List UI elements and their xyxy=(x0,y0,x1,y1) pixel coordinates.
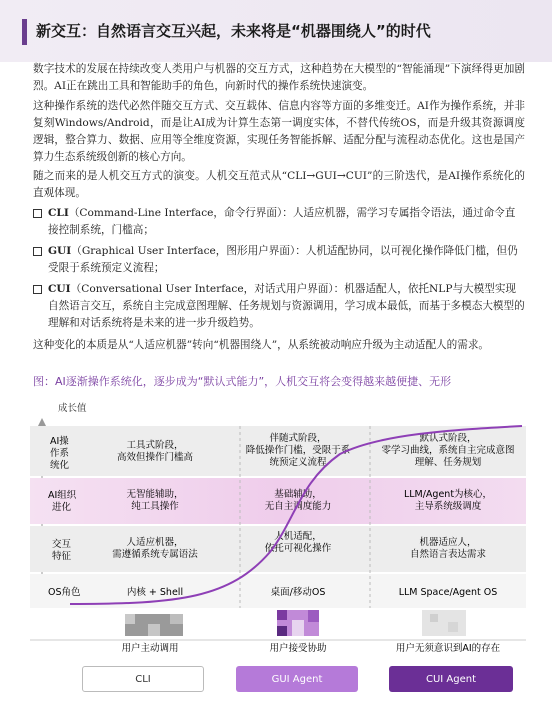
bullet-term: GUI xyxy=(48,245,72,257)
row-label-line: 作系 xyxy=(50,448,70,459)
bullet-term: CUI xyxy=(48,283,71,295)
row-label-line: 统化 xyxy=(50,460,70,471)
cell-text: 人适应机器， xyxy=(126,537,184,548)
cell-text: 内核 + Shell xyxy=(126,587,184,598)
header-accent-bar xyxy=(22,19,27,45)
bullet-cui xyxy=(33,281,525,332)
cell-text: 人机适配， xyxy=(274,531,322,542)
row-label-line: AI操 xyxy=(50,436,69,447)
y-axis-arrow-icon xyxy=(38,418,46,426)
cell-text: 需遵循系统专属语法 xyxy=(112,549,198,560)
page-title: 新交互：自然语言交互兴起，未来将是“机器围绕人”的时代 xyxy=(36,22,431,40)
caption-cui: 用户无须意识到AI的存在 xyxy=(395,643,501,654)
checkbox-square-icon xyxy=(33,285,42,294)
figure-title: 图：AI逐渐操作系统化，逐步成为“默认式能力”，人机交互将会变得越来越便捷、无形 xyxy=(33,375,452,388)
cell-text: LLM/Agent为核心， xyxy=(403,489,493,500)
paragraph-3: 随之而来的是人机交互方式的演变。人机交互范式从“CLI→GUI→CUI”的三阶迭代，是AI操作系统化的直观体现。 xyxy=(33,170,525,199)
bullet-text: （Command-Line Interface，命令行界面）：人适应机器，需学习专属指令语法，通过命令直接控制系统，门槛高； xyxy=(48,207,516,236)
row-label-line: OS角色 xyxy=(48,587,81,598)
caption-gui: 用户接受协助 xyxy=(269,643,327,654)
cell-text: 纯工具操作 xyxy=(131,501,179,512)
cui-pixel-icon xyxy=(422,610,466,636)
cell-text: 依托可视化操作 xyxy=(264,543,332,554)
bullet-text: （Conversational User Interface，对话式用户界面）：机器适配人，依托NLP与大模型实现自然语言交互，系统自主完成意图理解、任务规划与资源调用，学习成本最低，而基于多模态大模型的理解和对话系统将是未来的进一步升级趋势。 xyxy=(48,283,525,329)
cell-text: 机器适应人， xyxy=(419,537,477,548)
row-label-line: 进化 xyxy=(52,502,72,513)
cell-text: 伴随式阶段， xyxy=(269,433,327,444)
bullet-term: CLI xyxy=(48,207,69,219)
bullet-cli xyxy=(33,205,525,239)
bullet-gui xyxy=(33,243,525,277)
cell-text: LLM Space/Agent OS xyxy=(398,587,498,598)
gui-agent-label-box: GUI Agent xyxy=(236,666,358,692)
cell-text: 桌面/移动OS xyxy=(270,587,326,598)
row-label-line: 交互 xyxy=(52,539,72,550)
cui-agent-label-box: CUI Agent xyxy=(389,666,513,692)
cell-text: 无智能辅助， xyxy=(126,489,184,500)
cell-text: 理解、任务规划 xyxy=(414,457,482,468)
cli-label-box: CLI xyxy=(82,666,204,692)
cell-text: 降低操作门槛，受限于系 xyxy=(245,445,351,456)
cell-text: 自然语言表达需求 xyxy=(409,549,487,560)
figure-diagram xyxy=(30,392,526,700)
cell-text: 主导系统级调度 xyxy=(414,501,482,512)
cell-text: 工具式阶段， xyxy=(126,440,184,451)
cell-text: 默认式阶段， xyxy=(419,433,477,444)
row-label-line: 特征 xyxy=(52,551,72,562)
paragraph-2: 这种操作系统的迭代必然伴随交互方式、交互载体、信息内容等方面的多维变迁。AI作为操作系统，并非复刻Windows/Android，而是让AI成为计算生态第一调度实体，不替代传统OS，而是升级其资源调度逻辑，整合算力、数据、应用等全维度资源，实现任务智能拆解、适配分配与流程动态优化。这也是国产算力生态系统级创新的核心方向。 xyxy=(33,100,525,163)
cell-text: 统预定义流程 xyxy=(269,457,327,468)
header-banner xyxy=(0,0,552,62)
row-label-line: AI组织 xyxy=(48,490,77,501)
gui-pixel-icon xyxy=(277,610,319,636)
cell-text: 高效但操作门槛高 xyxy=(116,452,194,463)
diagram-svg xyxy=(30,392,526,700)
paragraph-1: 数字技术的发展在持续改变人类用户与机器的交互方式，这种趋势在大模型的“智能涌现”下演绎得更加剧烈。AI正在跳出工具和智能助手的角色，向新时代的操作系统快速演变。 xyxy=(33,63,525,92)
y-axis-label: 成长值 xyxy=(58,403,87,414)
checkbox-square-icon xyxy=(33,247,42,256)
caption-cli: 用户主动调用 xyxy=(121,643,179,654)
cell-text: 无自主调度能力 xyxy=(264,501,332,512)
cell-text: 基础辅助， xyxy=(274,489,322,500)
cli-pixel-icon xyxy=(125,614,183,636)
bullet-text: （Graphical User Interface，图形用户界面）：人机适配协同，以可视化操作降低门槛，但仍受限于系统预定义流程； xyxy=(48,245,518,274)
paragraph-4: 这种变化的本质是从“人适应机器”转向“机器围绕人”，从系统被动响应升级为主动适配人的需求。 xyxy=(33,339,490,351)
cell-text: 零学习曲线，系统自主完成意图 xyxy=(381,445,515,456)
checkbox-square-icon xyxy=(33,209,42,218)
